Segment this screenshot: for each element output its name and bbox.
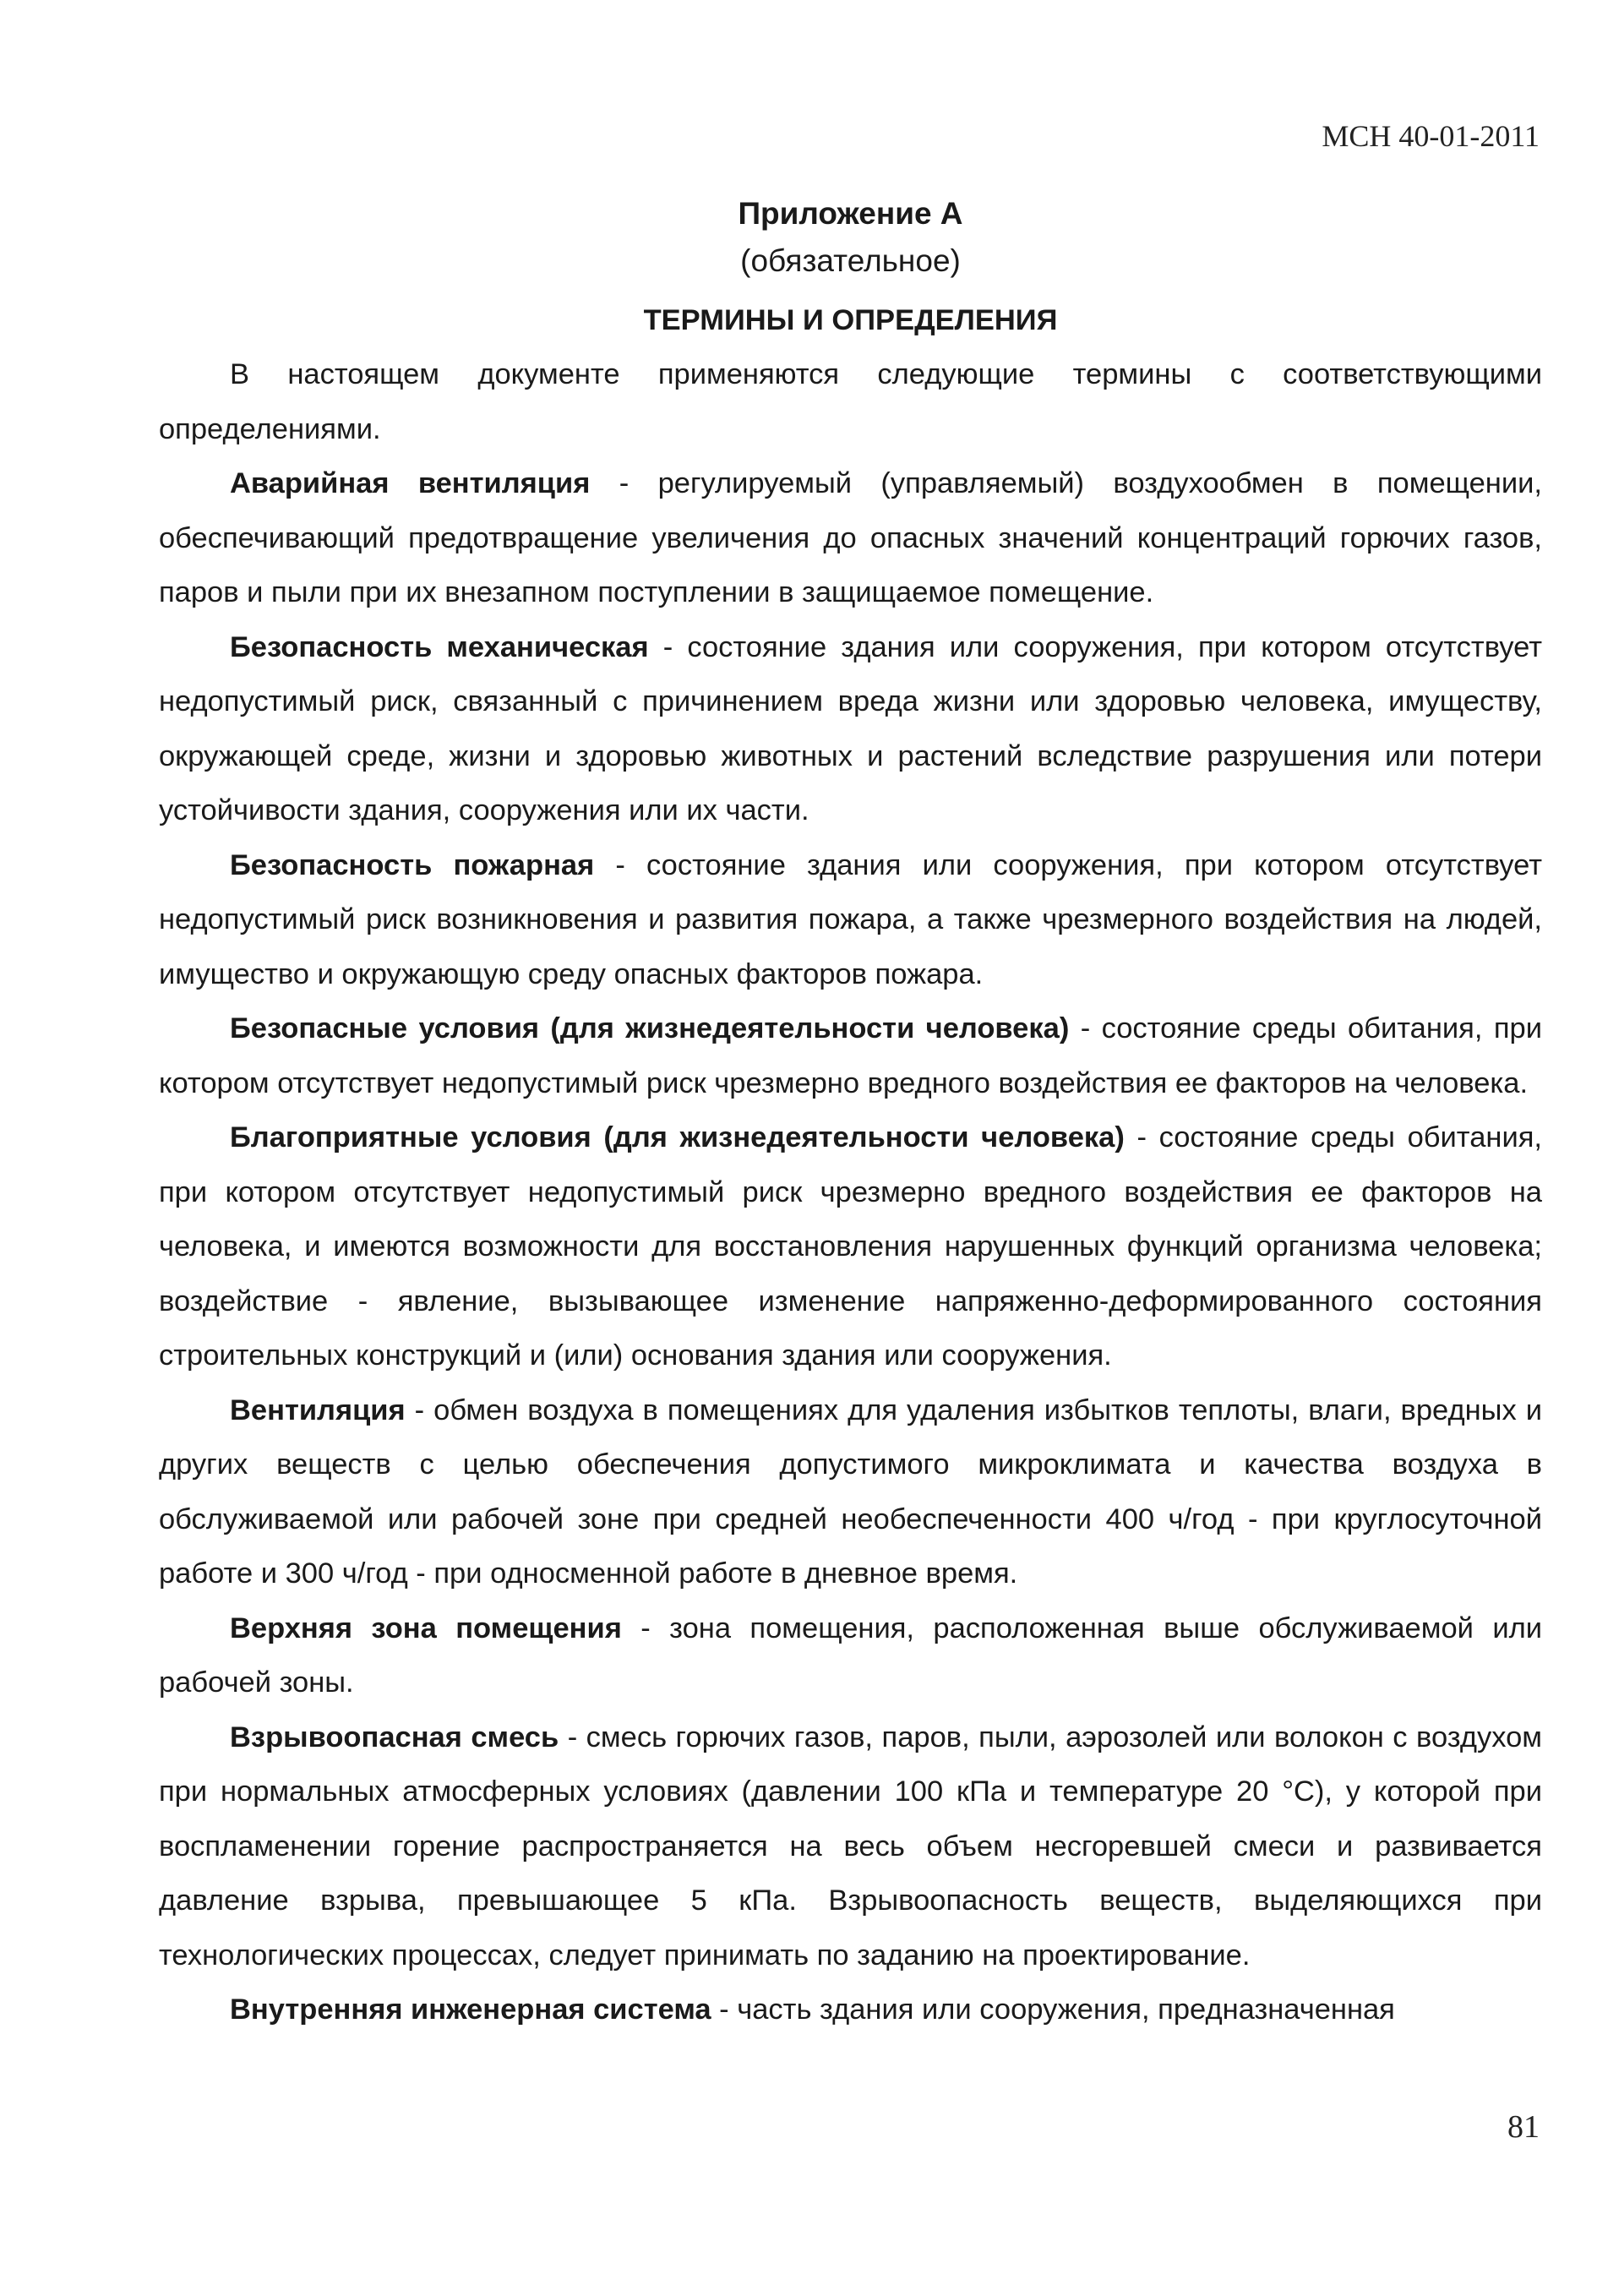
intro-paragraph: В настоящем документе применяются следующие термины с соответствующими определениями.: [159, 358, 1542, 445]
term-text: - часть здания или сооружения, предназначенная: [711, 1993, 1395, 2026]
term-definition: [159, 1001, 1542, 1110]
term-name: Безопасность механическая: [230, 630, 649, 663]
term-name: Внутренняя инженерная система: [230, 1993, 711, 2026]
term-name: Вентиляция: [230, 1393, 406, 1426]
term-definition: [159, 1601, 1542, 1710]
term-definition: [159, 1110, 1542, 1383]
term-definition: [159, 838, 1542, 1002]
term-definition: [159, 620, 1542, 838]
appendix-title: Приложение А: [738, 196, 963, 231]
term-name: Верхняя зона помещения: [230, 1612, 622, 1644]
page-number: 81: [1507, 2109, 1540, 2145]
term-text: - регулируемый (управляемый) воздухообмен в помещении, обеспечивающий предотвращение увеличения до опасных значений концентраций горючих газов, паров и пыли при их внезапном поступлении в защищаемое помещение.: [159, 467, 1542, 608]
term-name: Безопасность пожарная: [230, 848, 595, 881]
term-text: - состояние здания или сооружения, при котором отсутствует недопустимый риск возникновения и развития пожара, а также чрезмерного воздействия на людей, имущество и окружающую среду опасных факторов пожара.: [159, 848, 1542, 990]
section-title: ТЕРМИНЫ И ОПРЕДЕЛЕНИЯ: [643, 304, 1058, 336]
term-text: - состояние здания или сооружения, при котором отсутствует недопустимый риск, связанный с причинением вреда жизни или здоровью человека, имуществу, окружающей среде, жизни и здоровью животных и растений вследствие разрушения или потери устойчивости здания, сооружения или их части.: [159, 630, 1542, 826]
appendix-subtitle: (обязательное): [740, 243, 961, 278]
term-name: Благоприятные условия (для жизнедеятельности человека): [230, 1121, 1125, 1153]
document-code: МСН 40-01-2011: [1322, 119, 1540, 153]
term-definition: [159, 1982, 1542, 2037]
term-name: Безопасные условия (для жизнедеятельности человека): [230, 1012, 1070, 1044]
term-text: - зона помещения, расположенная выше обслуживаемой или рабочей зоны.: [159, 1612, 1542, 1699]
term-definition: [159, 1710, 1542, 1983]
term-text: - обмен воздуха в помещениях для удаления избытков теплоты, влаги, вредных и других веществ с целью обеспечения допустимого микроклимата и качества воздуха в обслуживаемой или рабочей зоне при средней необеспеченности 400 ч/год - при круглосуточной работе и 300 ч/год - при односменной работе в дневное время.: [159, 1393, 1542, 1590]
term-definition: [159, 456, 1542, 620]
term-text: - состояние среды обитания, при котором отсутствует недопустимый риск чрезмерно вредного воздействия ее факторов на человека, и имеются возможности для восстановления нарушенных функций организма человека; воздействие - явление, вызывающее изменение напряженно-деформированного состояния строительных конструкций и (или) основания здания или сооружения.: [159, 1121, 1542, 1372]
term-name: Взрывоопасная смесь: [230, 1721, 559, 1753]
page-content: [159, 190, 1542, 2037]
term-name: Аварийная вентиляция: [230, 467, 591, 499]
term-text: - состояние среды обитания, при котором отсутствует недопустимый риск чрезмерно вредного воздействия ее факторов на человека.: [159, 1012, 1542, 1099]
term-definition: [159, 1383, 1542, 1601]
term-text: - смесь горючих газов, паров, пыли, аэрозолей или волокон с воздухом при нормальных атмосферных условиях (давлении 100 кПа и температуре 20 °С), у которой при воспламенении горение распространяется на весь объем несгоревшей смеси и развивается давление взрыва, превышающее 5 кПа. Взрывоопасность веществ, выделяющихся при технологических процессах, следует принимать по заданию на проектирование.: [159, 1721, 1542, 1972]
